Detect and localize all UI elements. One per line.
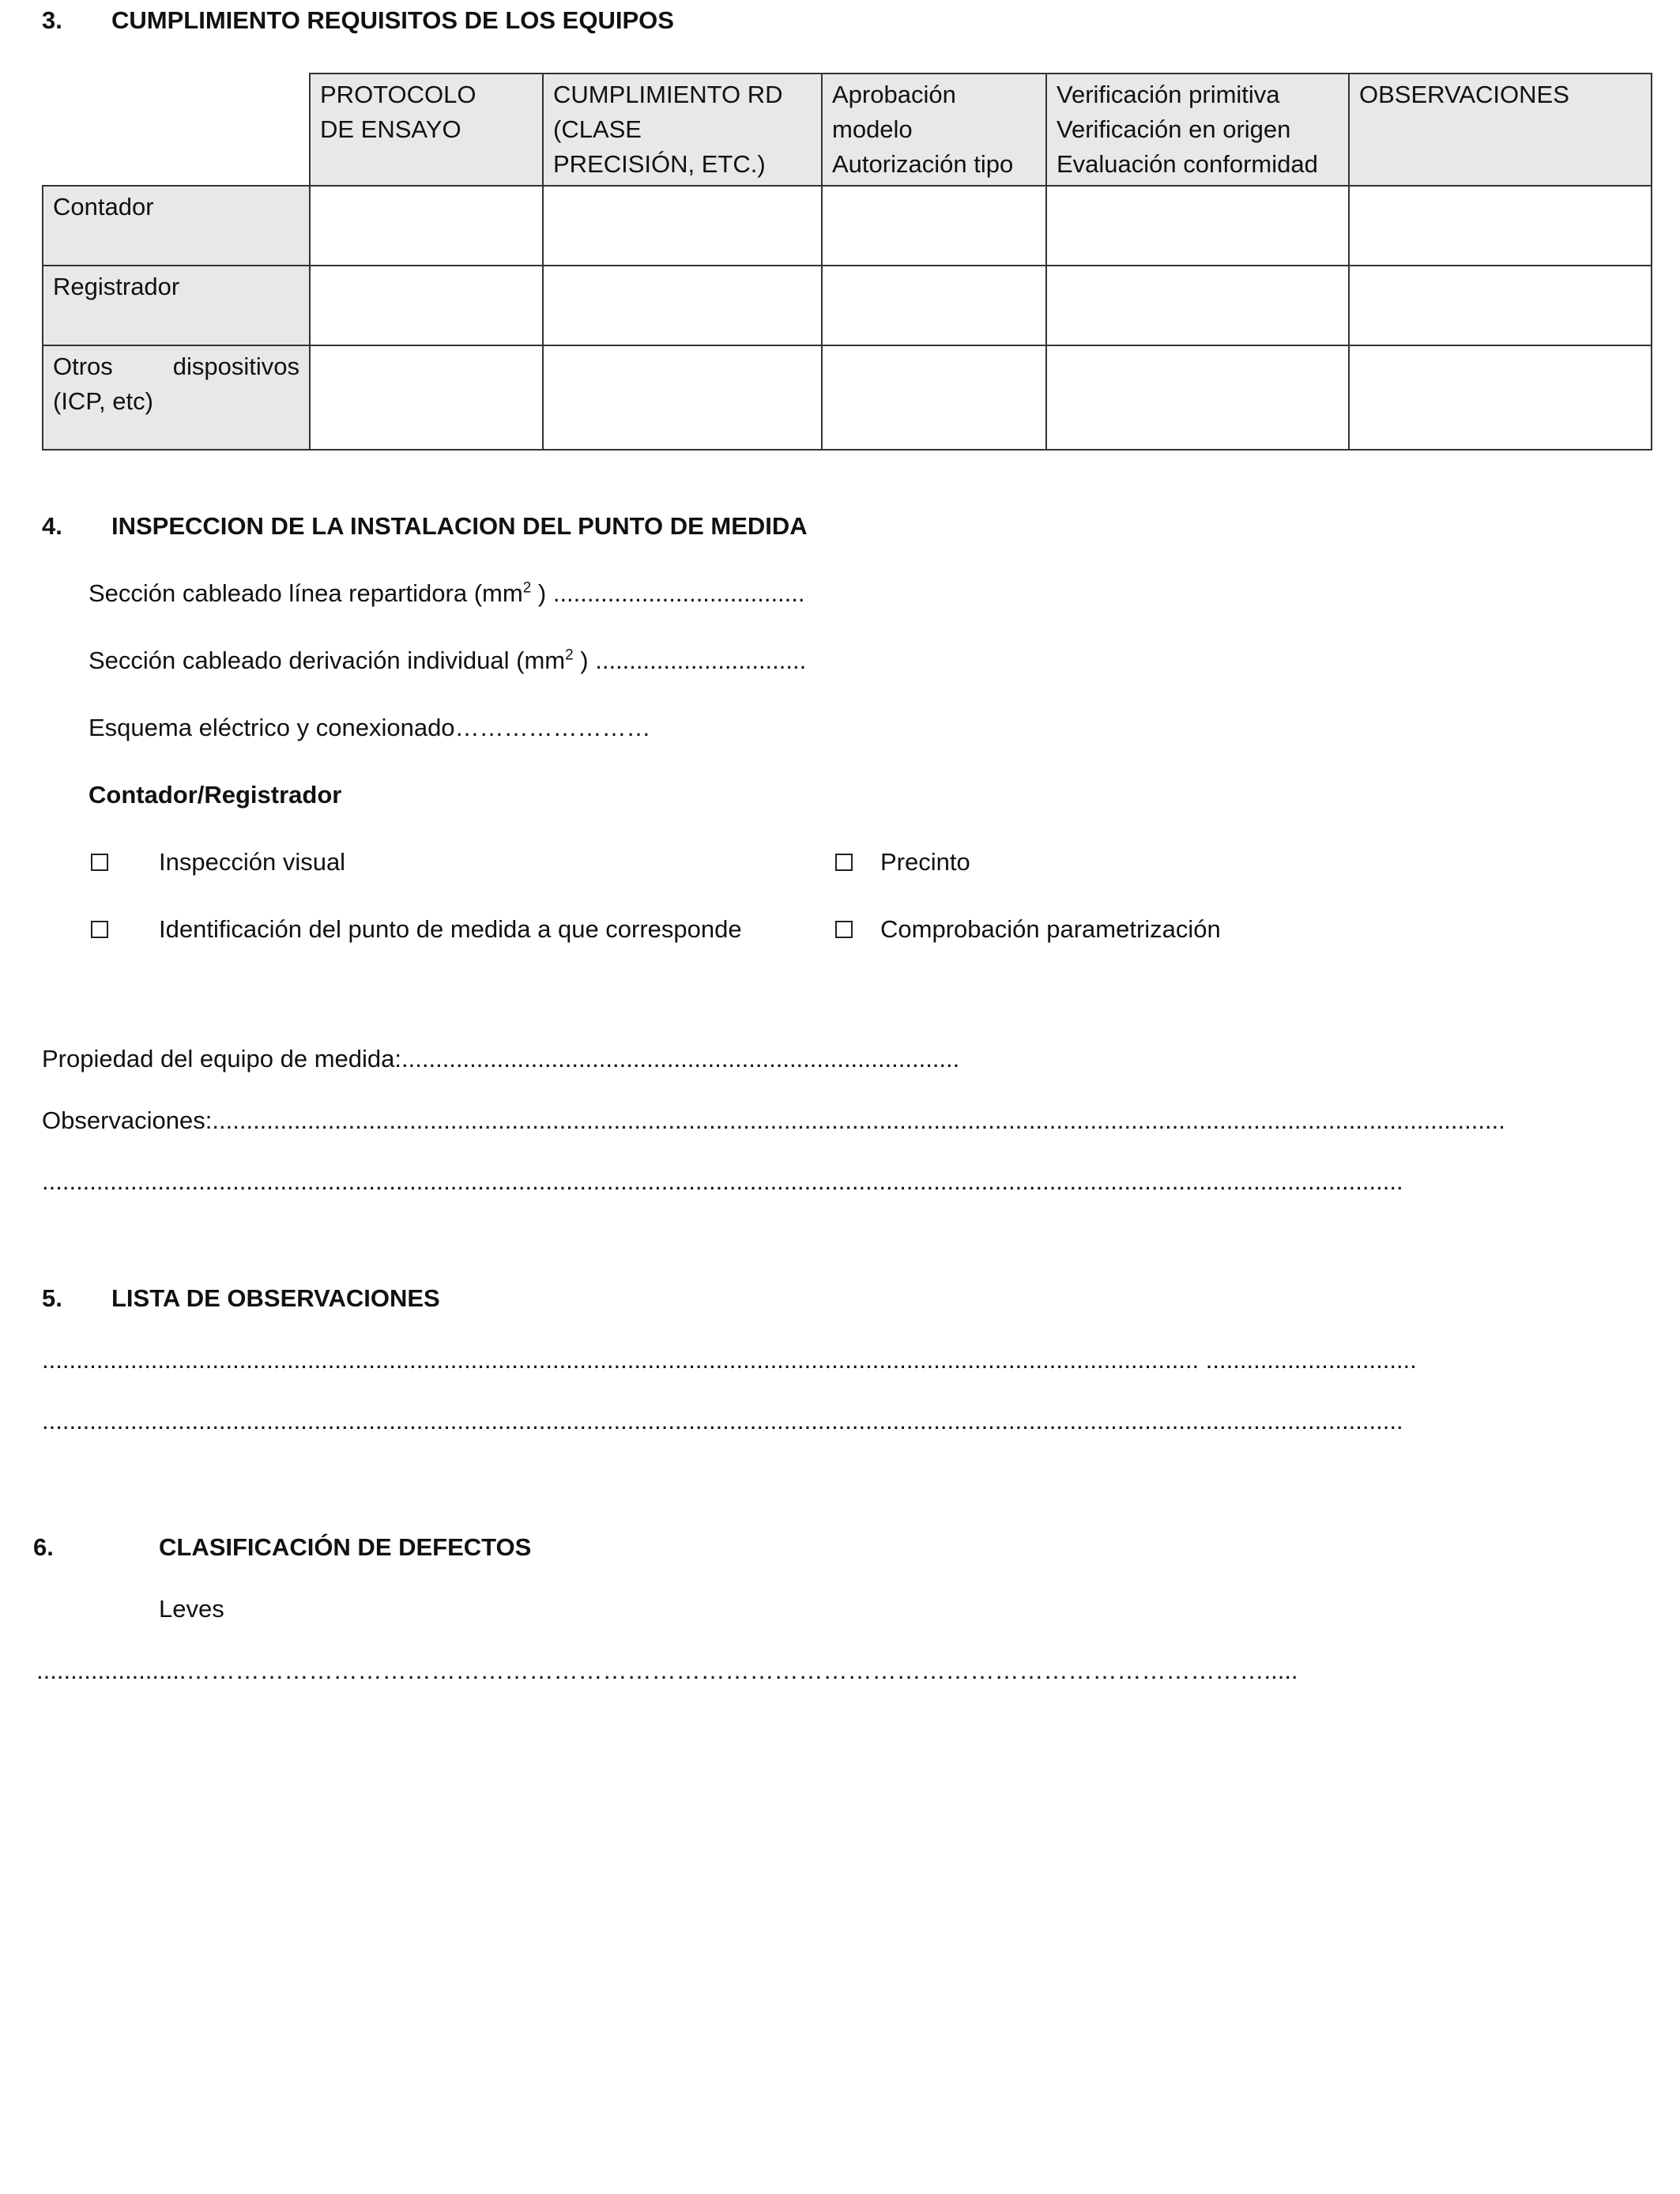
cell-contador-verificacion[interactable] bbox=[1046, 186, 1349, 266]
equipment-requirements-table bbox=[42, 73, 1652, 450]
section-3-title: CUMPLIMIENTO REQUISITOS DE LOS EQUIPOS bbox=[111, 6, 674, 34]
table-row bbox=[43, 266, 1652, 345]
label-inspeccion-visual: Inspección visual bbox=[159, 848, 346, 876]
section-5-title: LISTA DE OBSERVACIONES bbox=[111, 1284, 440, 1312]
field-seccion-linea-repartidora-blank[interactable]: ..................................... bbox=[552, 579, 805, 607]
header-aprobacion: Aprobación modelo Autorización tipo bbox=[822, 74, 1046, 186]
header-protocolo: PROTOCOLO DE ENSAYO bbox=[310, 74, 543, 186]
cell-otros-aprobacion[interactable] bbox=[822, 345, 1046, 450]
cell-registrador-observaciones[interactable] bbox=[1349, 266, 1652, 345]
field-seccion-derivacion-individual: Sección cableado derivación individual ($mm^2$ ) ............................... bbox=[89, 647, 807, 674]
field-esquema-electrico: Esquema eléctrico y conexionado…………………… bbox=[89, 714, 651, 741]
subheading-contador-registrador: Contador/Registrador bbox=[89, 781, 342, 809]
leves-line-1[interactable]: ......................……………………………………………………………………………………………………………………..... bbox=[36, 1657, 1298, 1684]
section-6-number: 6. bbox=[33, 1533, 54, 1561]
header-verificacion: Verificación primitiva Verificación en origen Evaluación conformidad bbox=[1046, 74, 1349, 186]
cell-otros-cumplimiento[interactable] bbox=[543, 345, 822, 450]
field-esquema-electrico-blank[interactable]: …………………… bbox=[454, 714, 651, 741]
section-4-title: INSPECCION DE LA INSTALACION DEL PUNTO DE MEDIDA bbox=[111, 512, 808, 540]
cell-registrador-cumplimiento[interactable] bbox=[543, 266, 822, 345]
cell-registrador-protocolo[interactable] bbox=[310, 266, 543, 345]
field-observaciones-blank[interactable]: .............................................................................................................................................................................................. bbox=[212, 1106, 1505, 1134]
row-label-otros-dispositivos: Otros dispositivos (ICP, etc) bbox=[43, 345, 310, 450]
table-header-row bbox=[43, 74, 1652, 186]
header-observaciones: OBSERVACIONES bbox=[1349, 74, 1652, 186]
row-label-contador: Contador bbox=[43, 186, 310, 266]
observaciones-list-line-1[interactable]: .......................................................................................................................................................................... ............................... bbox=[42, 1346, 1417, 1374]
cell-contador-aprobacion[interactable] bbox=[822, 186, 1046, 266]
field-seccion-linea-repartidora: Sección cableado línea repartidora ($mm^2$ ) ..................................... bbox=[89, 579, 805, 607]
field-observaciones: Observaciones:.............................................................................................................................................................................................. bbox=[42, 1106, 1505, 1134]
label-parametrizacion: Comprobación parametrización bbox=[880, 915, 1221, 943]
label-identificacion: Identificación del punto de medida a que corresponde bbox=[159, 915, 742, 943]
table-row bbox=[43, 345, 1652, 450]
table-corner bbox=[43, 74, 310, 186]
row-label-registrador: Registrador bbox=[43, 266, 310, 345]
observaciones-list-line-2[interactable]: ........................................................................................................................................................................................................ bbox=[42, 1407, 1403, 1434]
checkbox-identificacion[interactable] bbox=[91, 921, 108, 938]
section-4-number: 4. bbox=[42, 512, 62, 540]
checkbox-parametrizacion[interactable] bbox=[835, 921, 853, 938]
subtitle-leves: Leves bbox=[159, 1595, 224, 1623]
label-precinto: Precinto bbox=[880, 848, 970, 876]
table-row bbox=[43, 186, 1652, 266]
cell-contador-protocolo[interactable] bbox=[310, 186, 543, 266]
cell-contador-observaciones[interactable] bbox=[1349, 186, 1652, 266]
cell-registrador-aprobacion[interactable] bbox=[822, 266, 1046, 345]
checkbox-inspeccion-visual[interactable] bbox=[91, 854, 108, 871]
checkbox-precinto[interactable] bbox=[835, 854, 853, 871]
field-propiedad-equipo: Propiedad del equipo de medida:.................................................................................. bbox=[42, 1045, 960, 1072]
cell-registrador-verificacion[interactable] bbox=[1046, 266, 1349, 345]
section-5-number: 5. bbox=[42, 1284, 62, 1312]
field-propiedad-equipo-blank[interactable]: .................................................................................. bbox=[401, 1045, 960, 1072]
cell-otros-protocolo[interactable] bbox=[310, 345, 543, 450]
cell-otros-verificacion[interactable] bbox=[1046, 345, 1349, 450]
section-3-number: 3. bbox=[42, 6, 62, 34]
field-observaciones-line-2[interactable]: ........................................................................................................................................................................................................ bbox=[42, 1167, 1403, 1195]
field-seccion-derivacion-individual-blank[interactable]: ............................... bbox=[595, 647, 807, 674]
cell-contador-cumplimiento[interactable] bbox=[543, 186, 822, 266]
header-cumplimiento-rd: CUMPLIMIENTO RD (CLASE PRECISIÓN, ETC.) bbox=[543, 74, 822, 186]
cell-otros-observaciones[interactable] bbox=[1349, 345, 1652, 450]
section-6-title: CLASIFICACIÓN DE DEFECTOS bbox=[159, 1533, 532, 1561]
